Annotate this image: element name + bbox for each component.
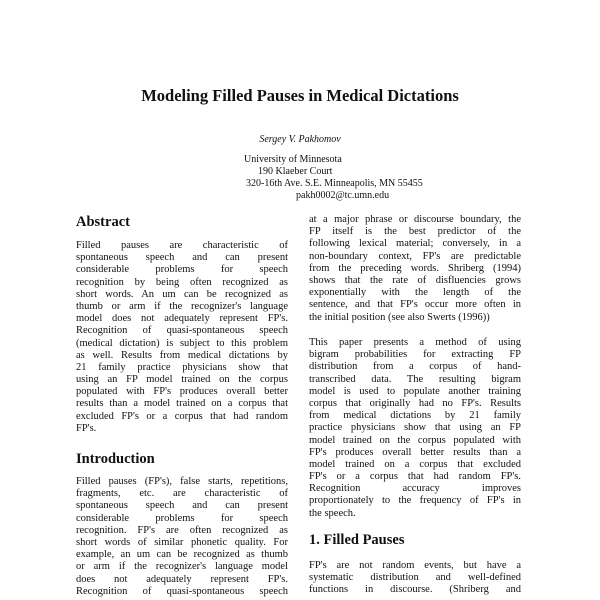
text-line: does not adequately represent FP's. (76, 573, 288, 585)
text-line: considerable problems for speech (76, 512, 288, 524)
section1-heading: 1. Filled Pauses (309, 532, 405, 548)
text-line: or arm if the recognizer's language model (76, 561, 288, 573)
text-line: non-boundary context, FP's are predictable (309, 250, 521, 262)
paper-title: Modeling Filled Pauses in Medical Dictations (141, 86, 459, 105)
affiliation-email: pakh0002@tc.umn.edu (296, 190, 390, 201)
text-line: Recognition accuracy improves (309, 483, 521, 495)
text-line: transcribed data. The resulting bigram (309, 373, 521, 385)
text-line: corpus that originally had no FP's. Results (309, 397, 521, 409)
text-line: systematic distribution and well-defined (309, 572, 521, 584)
affiliation-address: 320-16th Ave. S.E. Minneapolis, MN 55455 (246, 178, 423, 189)
text-line: Recognition of quasi-spontaneous speech (76, 585, 288, 597)
text-line: FP's are not random events, but have a (309, 560, 521, 571)
text-line: FP's produces overall better results than a (309, 446, 521, 458)
section1-body (309, 560, 521, 597)
text-line: recognition. FP's are often recognized as (76, 524, 288, 536)
text-line: model trained on the corpus populated with (309, 434, 521, 446)
text-line: This paper presents a method of using (309, 337, 521, 348)
abstract-body (76, 240, 288, 435)
text-line: excluded FP's or a corpus that had random (76, 410, 288, 422)
text-line: proportionately to the frequency of FP's in (309, 495, 521, 507)
text-line: the initial position (see also Swerts (1996)) (309, 311, 490, 323)
text-line: shows that the rate of disfluencies grows (309, 274, 521, 286)
text-line: short words. An um can be recognized as (76, 288, 288, 300)
text-line: thumb or arm if the recognizer's language (76, 300, 288, 312)
abstract-heading: Abstract (76, 214, 130, 230)
text-line: the speech. (309, 507, 356, 519)
text-line: (medical dictation) is subject to this problem (76, 337, 288, 349)
text-line: functions in discourse. (Shriberg and (309, 584, 521, 596)
text-line: short words of similar phonetic quality. For (76, 536, 288, 548)
introduction-continuation-para1 (309, 214, 521, 324)
text-line: Filled pauses are characteristic of (76, 240, 288, 251)
text-line: bigram probabilities for extracting FP (309, 349, 521, 361)
text-line: example, an um can be recognized as thumb (76, 549, 288, 561)
text-line: model trained on a corpus that excluded (309, 458, 521, 470)
affiliation-university: University of Minnesota (244, 154, 342, 165)
text-line: spontaneous speech and can present (76, 252, 288, 264)
text-line: model does not adequately represent FP's. (76, 313, 288, 325)
text-line: exponentially with the length of the (309, 287, 521, 299)
text-line: from the preceding words. Shriberg (1994) (309, 262, 521, 274)
text-line: using an FP model trained on the corpus (76, 374, 288, 386)
text-line: 21 family practice physicians show that (76, 361, 288, 373)
text-line: sentence, and that FP's occur more often in (309, 299, 521, 311)
text-line: fragments, etc. are characteristic of (76, 488, 288, 500)
text-line: model is used to populate another training (309, 385, 521, 397)
affiliation-street: 190 Klaeber Court (258, 166, 333, 177)
introduction-heading: Introduction (76, 451, 155, 467)
text-line: at a major phrase or discourse boundary, the (309, 214, 521, 225)
introduction-body (76, 476, 288, 598)
text-line: considerable problems for speech (76, 264, 288, 276)
text-line: as well. Results from medical dictations by (76, 349, 288, 361)
text-line: FP's. (76, 422, 97, 434)
text-line: spontaneous speech and can present (76, 500, 288, 512)
text-line: distribution from a corpus of hand- (309, 361, 521, 373)
text-line: results than a model trained on a corpus that (76, 398, 288, 410)
text-line: practice physicians show that using an FP (309, 422, 521, 434)
text-line: from medical dictations by 21 family (309, 410, 521, 422)
text-line: FP's or a corpus that had random FP's. (309, 471, 521, 483)
introduction-continuation-para2 (309, 337, 521, 520)
text-line: populated with FP's produces overall better (76, 386, 288, 398)
text-line: following lexical material; conversely, in a (309, 238, 521, 250)
text-line: Filled pauses (FP's), false starts, repetitions, (76, 476, 288, 487)
text-line: recognition by being often recognized as (76, 276, 288, 288)
text-line: Recognition of quasi-spontaneous speech (76, 325, 288, 337)
author-name: Sergey V. Pakhomov (259, 134, 341, 145)
text-line: FP itself is the best predictor of the (309, 226, 521, 238)
